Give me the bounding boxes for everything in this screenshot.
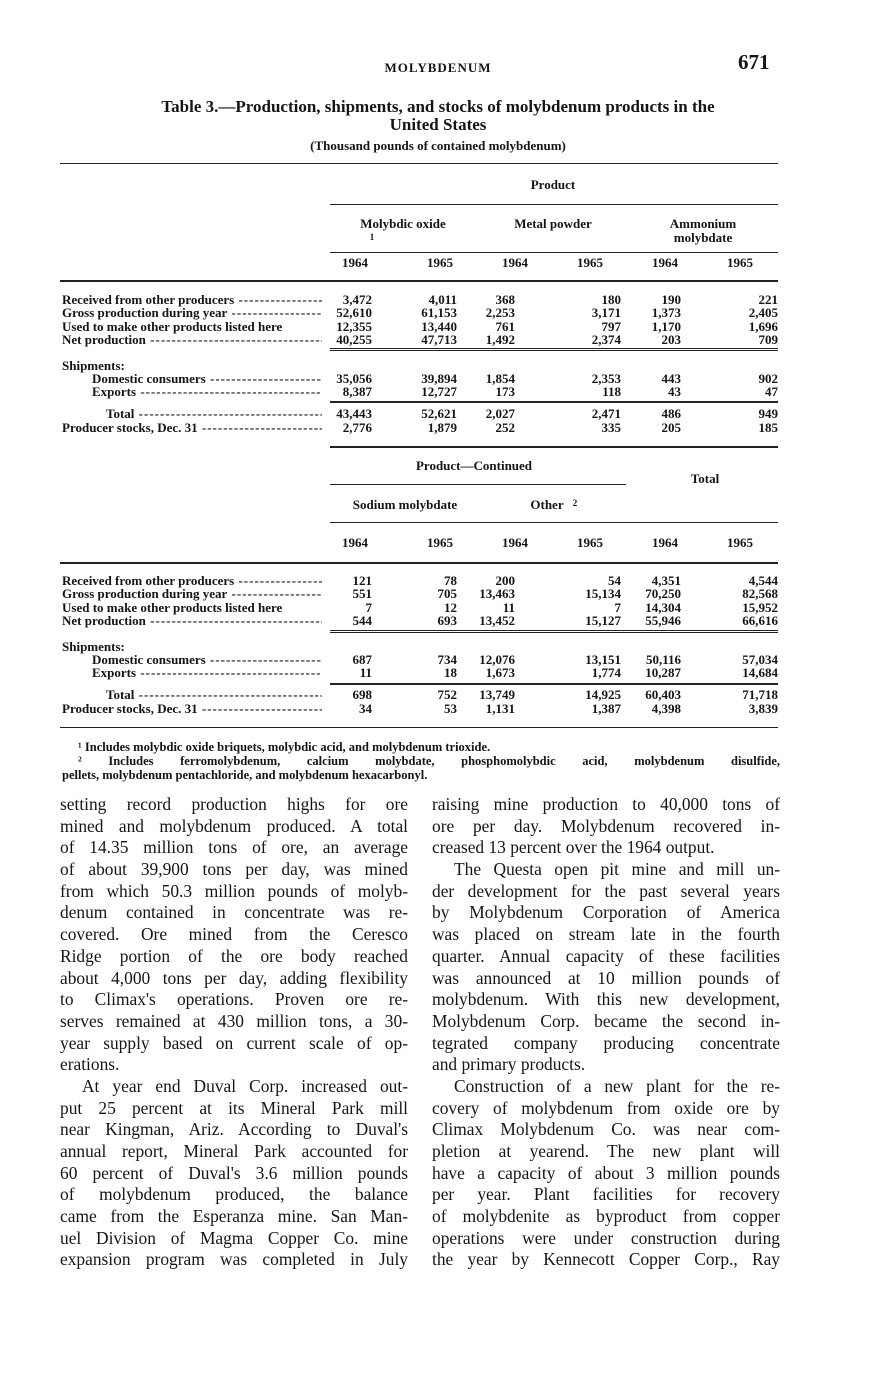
table-cell: 190 xyxy=(661,292,681,307)
year-header: 1964 xyxy=(652,535,678,550)
table-cell: 1,673 xyxy=(485,665,515,680)
body-text-line: near Kingman, Ariz. According to Duval's xyxy=(60,1119,408,1140)
table-rule xyxy=(330,204,778,205)
body-text-line: setting record production highs for ore xyxy=(60,794,408,814)
table-cell: 12,355 xyxy=(336,319,372,334)
table-cell: 709 xyxy=(758,332,778,347)
table-cell: 35,056 xyxy=(336,371,372,386)
table-cell: 687 xyxy=(352,652,372,667)
table-cell: 13,151 xyxy=(585,652,621,667)
table-cell: 57,034 xyxy=(742,652,778,667)
body-text-line: year supply based on current scale of op- xyxy=(60,1032,408,1053)
group-header: Ammonium xyxy=(669,216,737,231)
table-cell: 797 xyxy=(601,319,621,334)
table-cell: 13,463 xyxy=(479,586,515,601)
table-title-line1: Table 3.—Production, shipments, and stocks of molybdenum products in the xyxy=(161,97,715,116)
body-text-line: Ridge portion of the ore body reached xyxy=(60,945,408,966)
body-text-line: from which 50.3 million pounds of molyb- xyxy=(60,880,408,901)
footnote: ¹ Includes molybdic oxide briquets, molybdic acid, and molybdenum trioxide. xyxy=(78,740,491,754)
table-cell: 52,621 xyxy=(421,406,457,421)
table-cell: 1,387 xyxy=(591,701,621,716)
page-number: 671 xyxy=(738,50,770,74)
table-cell: 252 xyxy=(495,420,515,435)
table-cell: 3,171 xyxy=(591,305,621,320)
total-header: Total xyxy=(690,471,720,486)
table-cell: 4,398 xyxy=(651,701,681,716)
table-cell: 3,839 xyxy=(748,701,778,716)
table-rule xyxy=(330,252,778,253)
row-label: Gross production during year ----- xyxy=(62,306,322,320)
footnote: pellets, molybdenum pentachloride, and molybdenum hexacarbonyl. xyxy=(62,768,428,782)
group-header: Other xyxy=(530,497,564,512)
table-cell: 551 xyxy=(352,586,372,601)
body-text-line: der development for the past several years xyxy=(432,880,780,901)
table-cell: 173 xyxy=(495,384,515,399)
table-cell: 71,718 xyxy=(742,687,778,702)
table-cell: 121 xyxy=(352,573,372,588)
table-cell: 82,568 xyxy=(742,586,778,601)
table-cell: 14,925 xyxy=(585,687,621,702)
table-cell: 70,250 xyxy=(645,586,681,601)
body-text-line: was announced at 10 million pounds of xyxy=(432,967,780,988)
table-cell: 12,727 xyxy=(421,384,457,399)
super-header: Product xyxy=(530,177,576,192)
year-header: 1965 xyxy=(427,255,453,270)
table-cell: 12,076 xyxy=(479,652,515,667)
table-rule xyxy=(330,522,778,523)
body-text-line: about 4,000 tons per day, adding flexibility xyxy=(60,967,408,988)
body-text-line: and primary products. xyxy=(432,1054,586,1075)
table-title-line2: United States xyxy=(389,115,487,134)
table-cell: 698 xyxy=(352,687,372,702)
table-cell: 12 xyxy=(444,600,457,615)
table-cell: 705 xyxy=(437,586,457,601)
table-subtitle: (Thousand pounds of contained molybdenum) xyxy=(310,138,566,153)
body-text-line: of about 39,900 tons per day, was mined xyxy=(60,859,408,880)
table-cell: 2,353 xyxy=(591,371,621,386)
table-cell: 18 xyxy=(444,665,457,680)
body-text-line: of molybdenum produced, the balance xyxy=(60,1184,408,1205)
body-text-line: Construction of a new plant for the re- xyxy=(454,1075,780,1096)
table-cell: 221 xyxy=(758,292,778,307)
body-text-line: serves remained at 430 million tons, a 30- xyxy=(60,1010,408,1031)
table-cell: 14,684 xyxy=(742,665,778,680)
row-label: Total ----- xyxy=(106,688,322,702)
row-label: Shipments: xyxy=(62,640,125,654)
row-label: Received from other producers ----- xyxy=(62,574,322,588)
table-cell: 752 xyxy=(437,687,457,702)
table-rule xyxy=(60,727,778,728)
row-label: Used to make other products listed here xyxy=(62,601,283,615)
body-text-line: The Questa open pit mine and mill un- xyxy=(454,859,780,880)
year-header: 1964 xyxy=(502,535,528,550)
table-cell: 1,696 xyxy=(748,319,778,334)
year-header: 1964 xyxy=(502,255,528,270)
table-cell: 13,440 xyxy=(421,319,457,334)
table-cell: 180 xyxy=(601,292,621,307)
body-text-line: tegrated company producing concentrate xyxy=(432,1032,780,1053)
table-rule xyxy=(60,280,778,282)
year-header: 1964 xyxy=(342,255,368,270)
table-cell: 39,894 xyxy=(421,371,457,386)
body-text-line: erations. xyxy=(60,1054,120,1075)
table-cell: 1,854 xyxy=(485,371,515,386)
table-cell: 1,879 xyxy=(427,420,457,435)
body-text-line: 60 percent of Duval's 3.6 million pounds xyxy=(60,1162,408,1183)
row-label: Net production ----- xyxy=(62,614,322,628)
table-cell: 2,776 xyxy=(342,420,372,435)
body-text-line: have a capacity of about 3 million pounds xyxy=(432,1162,780,1183)
body-text-line: annual report, Mineral Park accounted for xyxy=(60,1141,408,1161)
year-header: 1964 xyxy=(652,255,678,270)
body-text-line: of molybdenite as byproduct from copper xyxy=(432,1206,780,1227)
table-cell: 14,304 xyxy=(645,600,681,615)
table-cell: 1,492 xyxy=(485,332,515,347)
body-text-line: expansion program was completed in July xyxy=(60,1249,408,1270)
table-cell: 949 xyxy=(758,406,778,421)
body-text-line: uel Division of Magma Copper Co. mine xyxy=(60,1227,408,1248)
table-cell: 60,403 xyxy=(645,687,681,702)
table-cell: 1,774 xyxy=(591,665,621,680)
footnote-ref: 2 xyxy=(572,498,578,508)
body-text-line: quarter. Annual capacity of these facilities xyxy=(432,945,780,966)
table-cell: 443 xyxy=(661,371,681,386)
row-label: Shipments: xyxy=(62,359,125,373)
table-cell: 335 xyxy=(601,420,621,435)
table-cell: 8,387 xyxy=(342,384,372,399)
row-label: Received from other producers ----- xyxy=(62,293,322,307)
table-title xyxy=(0,98,876,134)
body-column-right xyxy=(432,794,780,1271)
table-cell: 7 xyxy=(365,600,372,615)
group-header: molybdate xyxy=(673,230,733,245)
table-cell: 761 xyxy=(495,319,515,334)
table-cell: 4,011 xyxy=(428,292,457,307)
body-text-line: mined and molybdenum produced. A total xyxy=(60,815,408,836)
table-rule xyxy=(60,562,778,564)
row-label: Net production ----- xyxy=(62,333,322,347)
table-cell: 205 xyxy=(661,420,681,435)
row-label: Domestic consumers ----- xyxy=(92,372,322,386)
body-text-line: At year end Duval Corp. increased out- xyxy=(82,1075,408,1096)
group-header: Metal powder xyxy=(514,216,592,231)
table-cell: 11 xyxy=(359,665,372,680)
row-label: Producer stocks, Dec. 31 ----- xyxy=(62,421,322,435)
row-label: Producer stocks, Dec. 31 ----- xyxy=(62,702,322,716)
body-text-line: put 25 percent at its Mineral Park mill xyxy=(60,1097,408,1118)
table-cell: 47,713 xyxy=(421,332,457,347)
table-rule xyxy=(330,484,626,485)
table-cell: 1,170 xyxy=(651,319,681,334)
table-cell: 43 xyxy=(668,384,681,399)
body-text-line: covery of molybdenum from oxide ore by xyxy=(432,1097,780,1118)
table-cell: 50,116 xyxy=(645,652,681,667)
table-cell: 1,131 xyxy=(485,701,515,716)
row-label: Gross production during year ----- xyxy=(62,587,322,601)
table-cell: 544 xyxy=(352,613,372,628)
body-text-line: Climax Molybdenum Co. was near com- xyxy=(432,1119,780,1140)
body-text-line: ore per day. Molybdenum recovered in- xyxy=(432,815,780,836)
body-text-line: Molybdenum Corp. became the second in- xyxy=(432,1010,780,1031)
table-cell: 2,405 xyxy=(748,305,778,320)
body-text-line: of 14.35 million tons of ore, an average xyxy=(60,837,408,858)
table-cell: 54 xyxy=(608,573,621,588)
footnote-ref: 1 xyxy=(369,232,375,242)
table-rule xyxy=(330,630,778,634)
table-cell: 15,127 xyxy=(585,613,621,628)
footnote: ² Includes ferromolybdenum, calcium molybdate, phosphomolybdic acid, molybdenum disulfide, xyxy=(78,754,780,768)
table-cell: 13,452 xyxy=(479,613,515,628)
table-cell: 55,946 xyxy=(645,613,681,628)
row-label: Exports ----- xyxy=(92,666,322,680)
table-cell: 200 xyxy=(495,573,515,588)
table-cell: 2,374 xyxy=(591,332,621,347)
year-header: 1965 xyxy=(727,535,753,550)
table-cell: 40,255 xyxy=(336,332,372,347)
year-header: 1965 xyxy=(577,535,603,550)
table-cell: 3,472 xyxy=(342,292,372,307)
super-header: Product—Continued xyxy=(415,458,533,473)
table-cell: 61,153 xyxy=(421,305,457,320)
year-header: 1965 xyxy=(577,255,603,270)
table-cell: 203 xyxy=(661,332,681,347)
year-header: 1965 xyxy=(727,255,753,270)
group-header: Molybdic oxide xyxy=(360,216,446,231)
table-rule xyxy=(330,348,778,352)
table-cell: 2,471 xyxy=(591,406,621,421)
body-text-line: creased 13 percent over the 1964 output. xyxy=(432,837,715,858)
table-cell: 902 xyxy=(758,371,778,386)
table-cell: 1,373 xyxy=(651,305,681,320)
row-label: Total ----- xyxy=(106,407,322,421)
row-label: Exports ----- xyxy=(92,385,322,399)
table-cell: 15,134 xyxy=(585,586,621,601)
body-text-line: to Climax's operations. Proven ore re- xyxy=(60,989,408,1010)
table-cell: 118 xyxy=(602,384,621,399)
table-rule xyxy=(330,683,778,685)
table-cell: 368 xyxy=(495,292,515,307)
table-cell: 4,351 xyxy=(651,573,681,588)
table-rule xyxy=(330,401,778,403)
table-cell: 734 xyxy=(437,652,457,667)
table-cell: 185 xyxy=(758,420,778,435)
body-text-line: pletion at yearend. The new plant will xyxy=(432,1141,780,1161)
body-text-line: by Molybdenum Corporation of America xyxy=(432,902,780,923)
table-cell: 34 xyxy=(359,701,372,716)
table-cell: 15,952 xyxy=(742,600,778,615)
table-rule xyxy=(60,163,778,164)
body-text-line: operations were under construction during xyxy=(432,1227,780,1248)
table-cell: 7 xyxy=(614,600,621,615)
table-cell: 4,544 xyxy=(748,573,778,588)
table-cell: 66,616 xyxy=(742,613,778,628)
year-header: 1965 xyxy=(427,535,453,550)
table-cell: 53 xyxy=(444,701,457,716)
body-text-line: raising mine production to 40,000 tons of xyxy=(432,794,780,814)
table-cell: 10,287 xyxy=(645,665,681,680)
table-cell: 43,443 xyxy=(336,406,372,421)
body-text-line: per year. Plant facilities for recovery xyxy=(432,1184,780,1205)
table-cell: 78 xyxy=(444,573,457,588)
body-text-line: molybdenum. With this new development, xyxy=(432,989,780,1010)
body-text-line: came from the Esperanza mine. San Man- xyxy=(60,1206,408,1227)
table-cell: 693 xyxy=(437,613,457,628)
table-cell: 47 xyxy=(765,384,778,399)
body-text-line: the year by Kennecott Copper Corp., Ray xyxy=(432,1249,780,1270)
table-cell: 52,610 xyxy=(336,305,372,320)
body-text-line: covered. Ore mined from the Ceresco xyxy=(60,924,408,945)
group-header: Sodium molybdate xyxy=(352,497,458,512)
table-cell: 486 xyxy=(661,406,681,421)
body-column-left xyxy=(60,794,408,1271)
table-rule xyxy=(330,446,778,448)
year-header: 1964 xyxy=(342,535,368,550)
table-cell: 11 xyxy=(502,600,515,615)
table-cell: 2,027 xyxy=(485,406,515,421)
row-label: Used to make other products listed here xyxy=(62,320,283,334)
body-text-line: denum contained in concentrate was re- xyxy=(60,902,408,923)
running-title: MOLYBDENUM xyxy=(384,60,492,75)
body-text-line: was placed on stream late in the fourth xyxy=(432,924,780,945)
row-label: Domestic consumers ----- xyxy=(92,653,322,667)
table-cell: 2,253 xyxy=(485,305,515,320)
table-cell: 13,749 xyxy=(479,687,515,702)
